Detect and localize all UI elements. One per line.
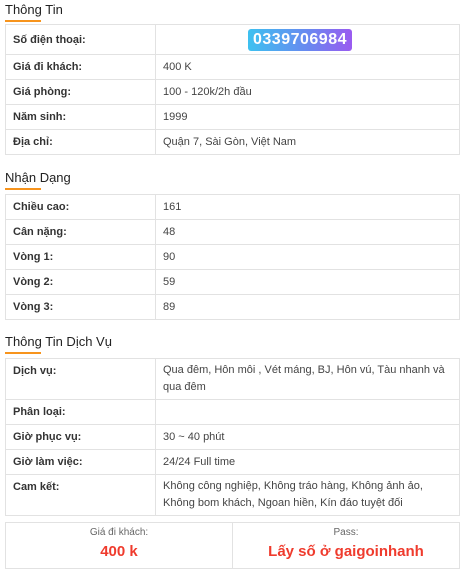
row-label: Vòng 3: bbox=[6, 295, 156, 319]
row-value: 48 bbox=[163, 226, 176, 238]
row-label: Năm sinh: bbox=[6, 105, 156, 129]
table-row bbox=[6, 244, 459, 269]
info-table bbox=[5, 24, 460, 155]
pass-column bbox=[233, 523, 459, 568]
section-underline bbox=[5, 188, 41, 190]
table-row bbox=[6, 54, 459, 79]
table-row bbox=[6, 269, 459, 294]
section-underline bbox=[5, 352, 41, 354]
row-label: Giờ làm việc: bbox=[6, 450, 156, 474]
price-value: 400 k bbox=[100, 543, 138, 560]
row-value: 100 - 120k/2h đầu bbox=[163, 86, 252, 98]
table-row bbox=[6, 474, 459, 515]
row-value bbox=[156, 25, 459, 54]
service-table bbox=[5, 358, 460, 516]
table-row bbox=[6, 195, 459, 219]
row-value: 161 bbox=[163, 201, 182, 213]
section-title-info bbox=[5, 2, 63, 19]
identity-table bbox=[5, 194, 460, 320]
table-row bbox=[6, 399, 459, 424]
table-row bbox=[6, 79, 459, 104]
phone-number-badge[interactable]: 0339706984 bbox=[248, 29, 352, 51]
price-column bbox=[6, 523, 233, 568]
row-value: Qua đêm, Hôn môi , Vét máng, BJ, Hôn vú, Tàu nhanh và qua đêm bbox=[163, 364, 445, 393]
table-row bbox=[6, 219, 459, 244]
price-label: Giá đi khách: bbox=[89, 527, 149, 538]
row-value: Quận 7, Sài Gòn, Việt Nam bbox=[163, 136, 297, 148]
table-row bbox=[6, 104, 459, 129]
row-label: Cân nặng: bbox=[6, 220, 156, 244]
row-value: 89 bbox=[163, 301, 176, 313]
section-title-info-text: Thông Tin bbox=[5, 2, 63, 17]
table-row bbox=[6, 424, 459, 449]
row-label: Cam kết: bbox=[6, 475, 156, 515]
row-value bbox=[156, 400, 459, 424]
section-title-identity-text: Nhận Dạng bbox=[5, 170, 71, 185]
section-underline bbox=[5, 20, 41, 22]
pass-label: Pass: bbox=[333, 527, 359, 538]
section-title-service bbox=[5, 334, 112, 351]
row-label: Giá đi khách: bbox=[6, 55, 156, 79]
row-value: Không công nghiệp, Không tráo hàng, Không ảnh ảo, Không bom khách, Ngoan hiền, Kín đáo tuyệt đối bbox=[163, 480, 423, 509]
row-value: 1999 bbox=[163, 111, 188, 123]
row-value: 400 K bbox=[163, 61, 192, 73]
row-label: Giờ phục vụ: bbox=[6, 425, 156, 449]
row-label: Phân loại: bbox=[6, 400, 156, 424]
table-row bbox=[6, 359, 459, 399]
row-label: Số điện thoại: bbox=[6, 25, 156, 54]
row-label: Chiều cao: bbox=[6, 195, 156, 219]
table-row bbox=[6, 129, 459, 154]
row-label: Vòng 2: bbox=[6, 270, 156, 294]
price-footer bbox=[5, 522, 460, 569]
row-value: 30 ~ 40 phút bbox=[163, 431, 225, 443]
section-title-identity bbox=[5, 170, 71, 187]
row-label: Vòng 1: bbox=[6, 245, 156, 269]
row-value: 90 bbox=[163, 251, 176, 263]
table-row-phone bbox=[6, 25, 459, 54]
table-row bbox=[6, 449, 459, 474]
row-label: Giá phòng: bbox=[6, 80, 156, 104]
row-label: Dịch vụ: bbox=[6, 359, 156, 399]
section-title-service-text: Thông Tin Dịch Vụ bbox=[5, 334, 112, 349]
pass-value: Lấy số ở gaigoinhanh bbox=[268, 543, 424, 560]
table-row bbox=[6, 294, 459, 319]
row-value: 59 bbox=[163, 276, 176, 288]
row-value: 24/24 Full time bbox=[163, 456, 236, 468]
row-label: Địa chỉ: bbox=[6, 130, 156, 154]
